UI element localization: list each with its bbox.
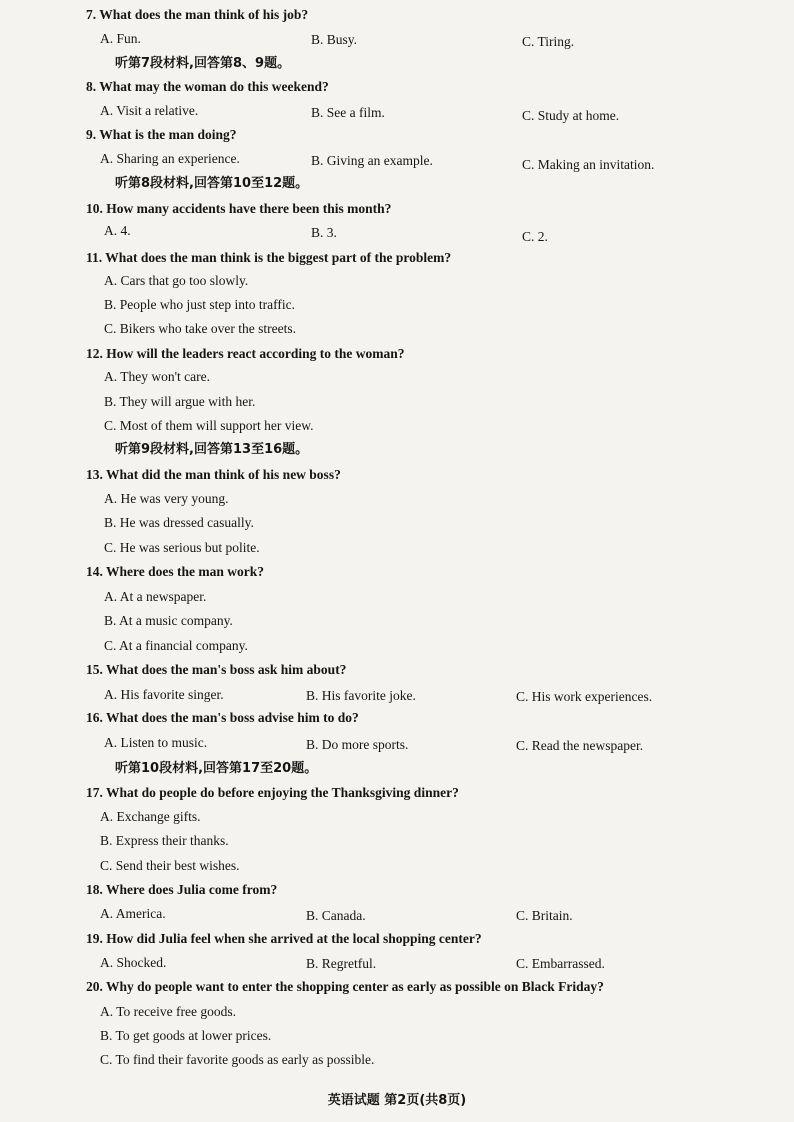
question-7-option-b: B. Busy. bbox=[311, 32, 358, 47]
question-20-option-c: C. To find their favorite goods as early as possible. bbox=[100, 1052, 375, 1067]
question-16-option-b: B. Do more sports. bbox=[306, 737, 409, 752]
question-17-option-b: B. Express their thanks. bbox=[100, 833, 229, 848]
question-13-option-a: A. He was very young. bbox=[104, 491, 229, 506]
question-17: 17. What do people do before enjoying the Thanksgiving dinner? bbox=[86, 785, 459, 800]
question-7-option-c: C. Tiring. bbox=[522, 34, 575, 49]
question-19-option-c: C. Embarrassed. bbox=[516, 956, 605, 971]
question-13: 13. What did the man think of his new boss? bbox=[86, 467, 341, 482]
question-17-option-a: A. Exchange gifts. bbox=[100, 809, 201, 824]
question-11-option-b: B. People who just step into traffic. bbox=[104, 297, 295, 312]
question-15-option-b: B. His favorite joke. bbox=[306, 688, 416, 703]
question-12-option-c: C. Most of them will support her view. bbox=[104, 418, 314, 433]
question-15: 15. What does the man's boss ask him about? bbox=[86, 662, 347, 677]
question-8-option-b: B. See a film. bbox=[311, 105, 385, 120]
question-19: 19. How did Julia feel when she arrived at the local shopping center? bbox=[86, 931, 482, 946]
question-7-option-a: A. Fun. bbox=[100, 31, 141, 46]
question-18-option-a: A. America. bbox=[100, 906, 166, 921]
question-18-option-c: C. Britain. bbox=[516, 908, 573, 923]
question-9-option-b: B. Giving an example. bbox=[311, 153, 433, 168]
question-15-option-c: C. His work experiences. bbox=[516, 689, 653, 704]
section-instruction-9: 听第9段材料,回答第13至16题。 bbox=[115, 442, 309, 457]
question-7: 7. What does the man think of his job? bbox=[86, 7, 309, 22]
question-17-option-c: C. Send their best wishes. bbox=[100, 858, 240, 873]
question-8-option-a: A. Visit a relative. bbox=[100, 103, 199, 118]
question-11-option-c: C. Bikers who take over the streets. bbox=[104, 321, 296, 336]
question-14-option-a: A. At a newspaper. bbox=[104, 589, 207, 604]
section-instruction-8: 听第8段材料,回答第10至12题。 bbox=[115, 176, 309, 191]
question-15-option-a: A. His favorite singer. bbox=[104, 687, 224, 702]
section-instruction-7: 听第7段材料,回答第8、9题。 bbox=[115, 56, 291, 71]
question-9: 9. What is the man doing? bbox=[86, 127, 237, 142]
page-footer: 英语试题 第2页(共8页) bbox=[327, 1093, 467, 1108]
question-13-option-b: B. He was dressed casually. bbox=[104, 515, 254, 530]
question-12: 12. How will the leaders react according to the woman? bbox=[86, 346, 405, 361]
question-10-option-a: A. 4. bbox=[104, 223, 131, 238]
question-8-option-c: C. Study at home. bbox=[522, 108, 620, 123]
question-9-option-c: C. Making an invitation. bbox=[522, 157, 655, 172]
question-14-option-c: C. At a financial company. bbox=[104, 638, 248, 653]
question-18-option-b: B. Canada. bbox=[306, 908, 366, 923]
question-18: 18. Where does Julia come from? bbox=[86, 882, 278, 897]
question-16: 16. What does the man's boss advise him to do? bbox=[86, 710, 359, 725]
question-8: 8. What may the woman do this weekend? bbox=[86, 79, 329, 94]
question-11: 11. What does the man think is the biggest part of the problem? bbox=[86, 250, 452, 265]
question-16-option-a: A. Listen to music. bbox=[104, 735, 208, 750]
question-10: 10. How many accidents have there been this month? bbox=[86, 201, 392, 216]
question-13-option-c: C. He was serious but polite. bbox=[104, 540, 260, 555]
question-9-option-a: A. Sharing an experience. bbox=[100, 151, 240, 166]
question-12-option-b: B. They will argue with her. bbox=[104, 394, 256, 409]
question-20: 20. Why do people want to enter the shopping center as early as possible on Black Friday? bbox=[86, 979, 604, 994]
question-20-option-a: A. To receive free goods. bbox=[100, 1004, 237, 1019]
section-instruction-10: 听第10段材料,回答第17至20题。 bbox=[115, 761, 318, 776]
question-19-option-b: B. Regretful. bbox=[306, 956, 377, 971]
question-10-option-c: C. 2. bbox=[522, 229, 548, 244]
question-11-option-a: A. Cars that go too slowly. bbox=[104, 273, 249, 288]
question-14-option-b: B. At a music company. bbox=[104, 613, 233, 628]
question-12-option-a: A. They won't care. bbox=[104, 369, 211, 384]
question-10-option-b: B. 3. bbox=[311, 225, 337, 240]
question-16-option-c: C. Read the newspaper. bbox=[516, 738, 644, 753]
question-20-option-b: B. To get goods at lower prices. bbox=[100, 1028, 272, 1043]
question-14: 14. Where does the man work? bbox=[86, 564, 264, 579]
question-19-option-a: A. Shocked. bbox=[100, 955, 167, 970]
